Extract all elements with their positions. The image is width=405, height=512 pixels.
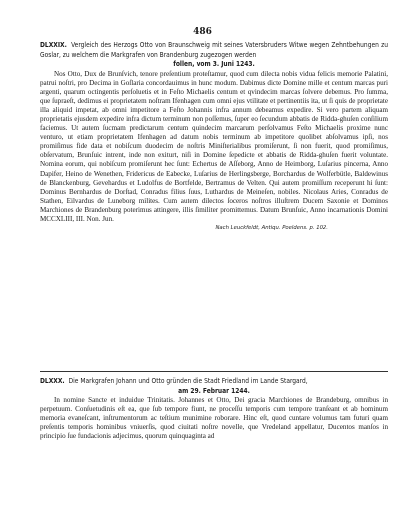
entry-number: DLXXIX.: [40, 41, 67, 49]
entry-heading: [40, 41, 388, 70]
entry-number: DLXXX.: [40, 377, 65, 385]
entry-source-citation: Nach Leuckfeldt, Antiqu. Poeldens. p. 102.: [215, 225, 328, 232]
entry-body-text: In nomine Sancte et induidue Trinitatis. Johannes et Otto, Dei gracia Marchiones de Brandeburg, omnibus in perpetuum. Conſuetudinis eſt ea, que ſub tempore fiunt, ne proceſſu temporis cum tempore tranſeant et ab hominum memoria evaneſcant, inſtrumentorum ac teſtium munimine roborare. Hinc eſt, quod cuntare volumus tam futuri quam preſentis temporis hominibus vniuerſis, quod ciuitati noſtre novelle, que Vredeland appellatur, Ducentos manſos in principio ſue fundacionis adjecimus, quorum quinquaginta ad: [40, 396, 388, 441]
document-entry-dlxxx: [40, 377, 388, 441]
entry-date: follen, vom 3. Juni 1243.: [173, 60, 255, 68]
entry-date: am 29. Februar 1244.: [178, 386, 250, 395]
entry-title: Die Markgrafen Johann und Otto gründen die Stadt Friedland im Lande Stargard,: [68, 377, 308, 385]
entry-title: Vergleich des Herzogs Otto von Braunschweig mit seines Vatersbruders Witwe wegen Zehntbehungen zu Goslar, zu welchem die Markgrafen von Brandenburg zugezogen werden: [40, 41, 388, 59]
document-entry-dlxxix: [40, 41, 388, 231]
entry-heading: [40, 377, 388, 396]
page-number: 486: [193, 27, 212, 37]
entry-body-text: Nos Otto, Dux de Brunſvich, tenore preſentium proteſtamur, quod cum dilecta nobis vidua felicis memorie Palatini, patrui noſtri, pro Decima in Goſlaria concordauimus in hunc modum. Dabimus dicte Domine mille et centum marcas puri argenti, quarum octingentis perſoluetis et in Feſto Michaelis centum et qvindecim marcas ſolvere debemus. Pro ſumma, que ſupraeſt, dedimus ei proprietatem noſtram Ifenhagen cum omni ejus vtilitate et pertinentiis ita, ut ſi quis de proprietate illa aliquid impetat, ab omni impetitore a Feſto Johannis infra annum debeamus expedire. Si vero partem aliquam proprietatis ejusdem expedire infra dictum terminum non poſſemus, ſuper eo ſecundum abbatis de Ridda-ghuſen conſilium faciemus. Ut autem ſucmam predictarum centum quindecim marcarum perſolvamus Feſto Michaelis proxime nunc venturo, ut etiam proprietatem Ifenhagen ad datum nobis terminum ab impetitore quolibet abſolvamus ipſi, nos promiſimus fide data et nobiſcum duodecim de noſtris Miniſterialibus promiſerunt, ſi non fuerit, quod promiſimus, obſervatum, Brunſuic intrent, inde non exiturt, niſi in Domine ſepedicte et abbatis de Ridda-ghuſen fuerit voluntate. Nomina eorum, qui nobiſcum promiſerunt hec ſunt: Echertus de Aſſeborg, Anno de Heimborg, Luſarius pincerna, Anno Dapifer, Heino de Wenethen, Fridericus de Eabecke, Luſarius de Herlingsberge, Borchardus de Wolferbütle, Baldewinus de Blanckenburg, Gevehardus et Ludolfus de Bortfelde, Bertramus de Velten. Qui autem promiſſum receperunt hi ſunt: Dominus Bernhardus de Dorſtad, Conradus filius ſuus, Luthardus de Meineſen, nobiles. Nicolaus Aries, Conradus de Stathen, Eilvardus de Luneborg milites. Cum autem dilectos ſoceros noſtros illuſtrem Ducem Saxonie et Dominos Marchiones de Brandenburg poterimus attingere, illis ſimiliter promittemus. Datum Brunſuic, Anno incarnationis Domini MCCXLIII, III. Non. Jun.: [40, 69, 388, 223]
section-divider: [40, 371, 388, 372]
